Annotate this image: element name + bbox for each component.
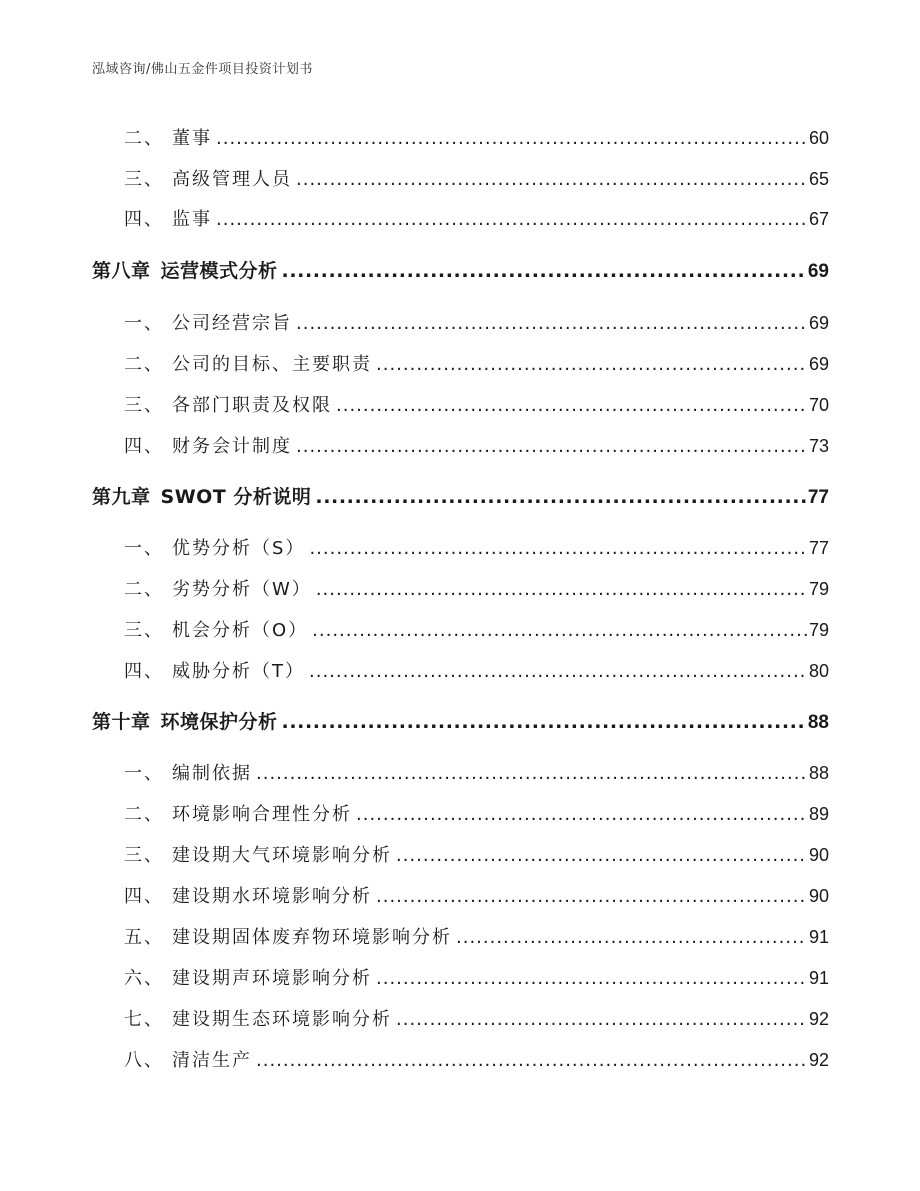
toc-page-number: 80	[808, 661, 829, 681]
toc-section-title: 劣势分析（W）	[172, 579, 312, 600]
toc-section-row[interactable]	[124, 165, 829, 191]
toc-section-row[interactable]	[124, 432, 829, 458]
toc-section-title: 董事	[172, 128, 212, 149]
toc-section-title: 清洁生产	[172, 1050, 252, 1071]
toc-section-number: 八、	[124, 1050, 164, 1071]
toc-section-row[interactable]	[124, 616, 829, 642]
dot-leader	[376, 886, 807, 907]
toc-section-title: 威胁分析（T）	[172, 661, 305, 682]
dot-leader	[256, 1050, 807, 1071]
toc-section-title: 各部门职责及权限	[172, 395, 332, 416]
dot-leader	[256, 763, 807, 784]
toc-section-row[interactable]	[124, 923, 829, 949]
toc-chapter-title: 运营模式分析	[160, 260, 278, 282]
toc-section-row[interactable]	[124, 350, 829, 376]
toc-section-title: 公司经营宗旨	[172, 313, 292, 334]
toc-section-row[interactable]	[124, 841, 829, 867]
dot-leader	[456, 927, 807, 948]
toc-section-number: 一、	[124, 538, 164, 559]
toc-section-number: 七、	[124, 1009, 164, 1030]
toc-chapter-label: 第九章	[92, 486, 151, 508]
dot-leader	[376, 354, 807, 375]
toc-section-title: 财务会计制度	[172, 436, 292, 457]
toc-section-number: 三、	[124, 395, 164, 416]
toc-section-title: 高级管理人员	[172, 169, 292, 190]
toc-section-title: 建设期固体废弃物环境影响分析	[172, 927, 452, 948]
dot-leader	[216, 128, 807, 149]
toc-page-number: 91	[808, 968, 829, 988]
dot-leader	[396, 845, 807, 866]
dot-leader	[296, 436, 807, 457]
dot-leader	[315, 486, 805, 508]
toc-section-title: 建设期水环境影响分析	[172, 886, 372, 907]
dot-leader	[282, 260, 806, 282]
toc-page-number: 77	[807, 487, 829, 508]
dot-leader	[296, 313, 807, 334]
toc-section-number: 二、	[124, 579, 164, 600]
toc-section-row[interactable]	[124, 1005, 829, 1031]
dot-leader	[282, 711, 806, 733]
toc-page-number: 67	[808, 209, 829, 229]
toc-section-row[interactable]	[124, 575, 829, 601]
dot-leader	[309, 661, 807, 682]
toc-section-number: 四、	[124, 661, 164, 682]
toc-page-number: 70	[808, 395, 829, 415]
toc-section-row[interactable]	[124, 759, 829, 785]
toc-page-number: 90	[808, 886, 829, 906]
toc-section-title: 环境影响合理性分析	[172, 804, 352, 825]
toc-chapter-row[interactable]	[92, 707, 829, 734]
toc-section-row[interactable]	[124, 124, 829, 150]
toc-section-title: 建设期生态环境影响分析	[172, 1009, 392, 1030]
toc-section-title: 建设期大气环境影响分析	[172, 845, 392, 866]
toc-chapter-title: 环境保护分析	[160, 711, 278, 733]
toc-section-number: 二、	[124, 354, 164, 375]
toc-section-number: 六、	[124, 968, 164, 989]
dot-leader	[296, 169, 807, 190]
toc-page-number: 88	[807, 712, 829, 733]
toc-section-number: 三、	[124, 845, 164, 866]
dot-leader	[396, 1009, 807, 1030]
dot-leader	[316, 579, 807, 600]
toc-section-row[interactable]	[124, 1046, 829, 1072]
toc-page-number: 79	[808, 579, 829, 599]
toc-page-number: 65	[808, 169, 829, 189]
toc-page-number: 92	[808, 1050, 829, 1070]
toc-section-row[interactable]	[124, 309, 829, 335]
toc-section-number: 二、	[124, 804, 164, 825]
toc-page-number: 90	[808, 845, 829, 865]
toc-page-number: 69	[808, 313, 829, 333]
dot-leader	[356, 804, 807, 825]
dot-leader	[336, 395, 807, 416]
toc-page-number: 60	[808, 128, 829, 148]
toc-section-row[interactable]	[124, 800, 829, 826]
toc-chapter-row[interactable]	[92, 482, 829, 509]
toc-section-title: 优势分析（S）	[172, 538, 306, 559]
dot-leader	[312, 620, 807, 641]
toc-section-number: 一、	[124, 763, 164, 784]
toc-section-row[interactable]	[124, 964, 829, 990]
toc-chapter-label: 第八章	[92, 260, 151, 282]
page-header: 泓域咨询/佛山五金件项目投资计划书	[92, 62, 313, 77]
toc-page-number: 69	[808, 354, 829, 374]
dot-leader	[309, 538, 807, 559]
toc-section-number: 五、	[124, 927, 164, 948]
toc-section-number: 四、	[124, 209, 164, 230]
toc-section-row[interactable]	[124, 882, 829, 908]
toc-page-number: 77	[808, 538, 829, 558]
toc-section-title: 公司的目标、主要职责	[172, 354, 372, 375]
toc-page-number: 88	[808, 763, 829, 783]
toc-section-number: 三、	[124, 169, 164, 190]
toc-section-number: 四、	[124, 436, 164, 457]
toc-section-number: 二、	[124, 128, 164, 149]
toc-section-number: 一、	[124, 313, 164, 334]
toc-section-row[interactable]	[124, 534, 829, 560]
toc-section-title: 监事	[172, 209, 212, 230]
toc-page-number: 89	[808, 804, 829, 824]
toc-chapter-row[interactable]	[92, 256, 829, 283]
toc-section-title: 编制依据	[172, 763, 252, 784]
toc-section-title: 机会分析（O）	[172, 620, 309, 641]
toc-page-number: 69	[807, 261, 829, 282]
toc-page-number: 91	[808, 927, 829, 947]
dot-leader	[216, 209, 807, 230]
toc-page-number: 79	[808, 620, 829, 640]
toc-section-row[interactable]	[124, 391, 829, 417]
toc-section-title: 建设期声环境影响分析	[172, 968, 372, 989]
toc-chapter-title: SWOT 分析说明	[160, 486, 312, 508]
toc-chapter-label: 第十章	[92, 711, 151, 733]
toc-section-number: 三、	[124, 620, 164, 641]
toc-section-number: 四、	[124, 886, 164, 907]
toc-page-number: 92	[808, 1009, 829, 1029]
dot-leader	[376, 968, 807, 989]
toc-page-number: 73	[808, 436, 829, 456]
toc-section-row[interactable]	[124, 657, 829, 683]
toc-section-row[interactable]	[124, 205, 829, 231]
